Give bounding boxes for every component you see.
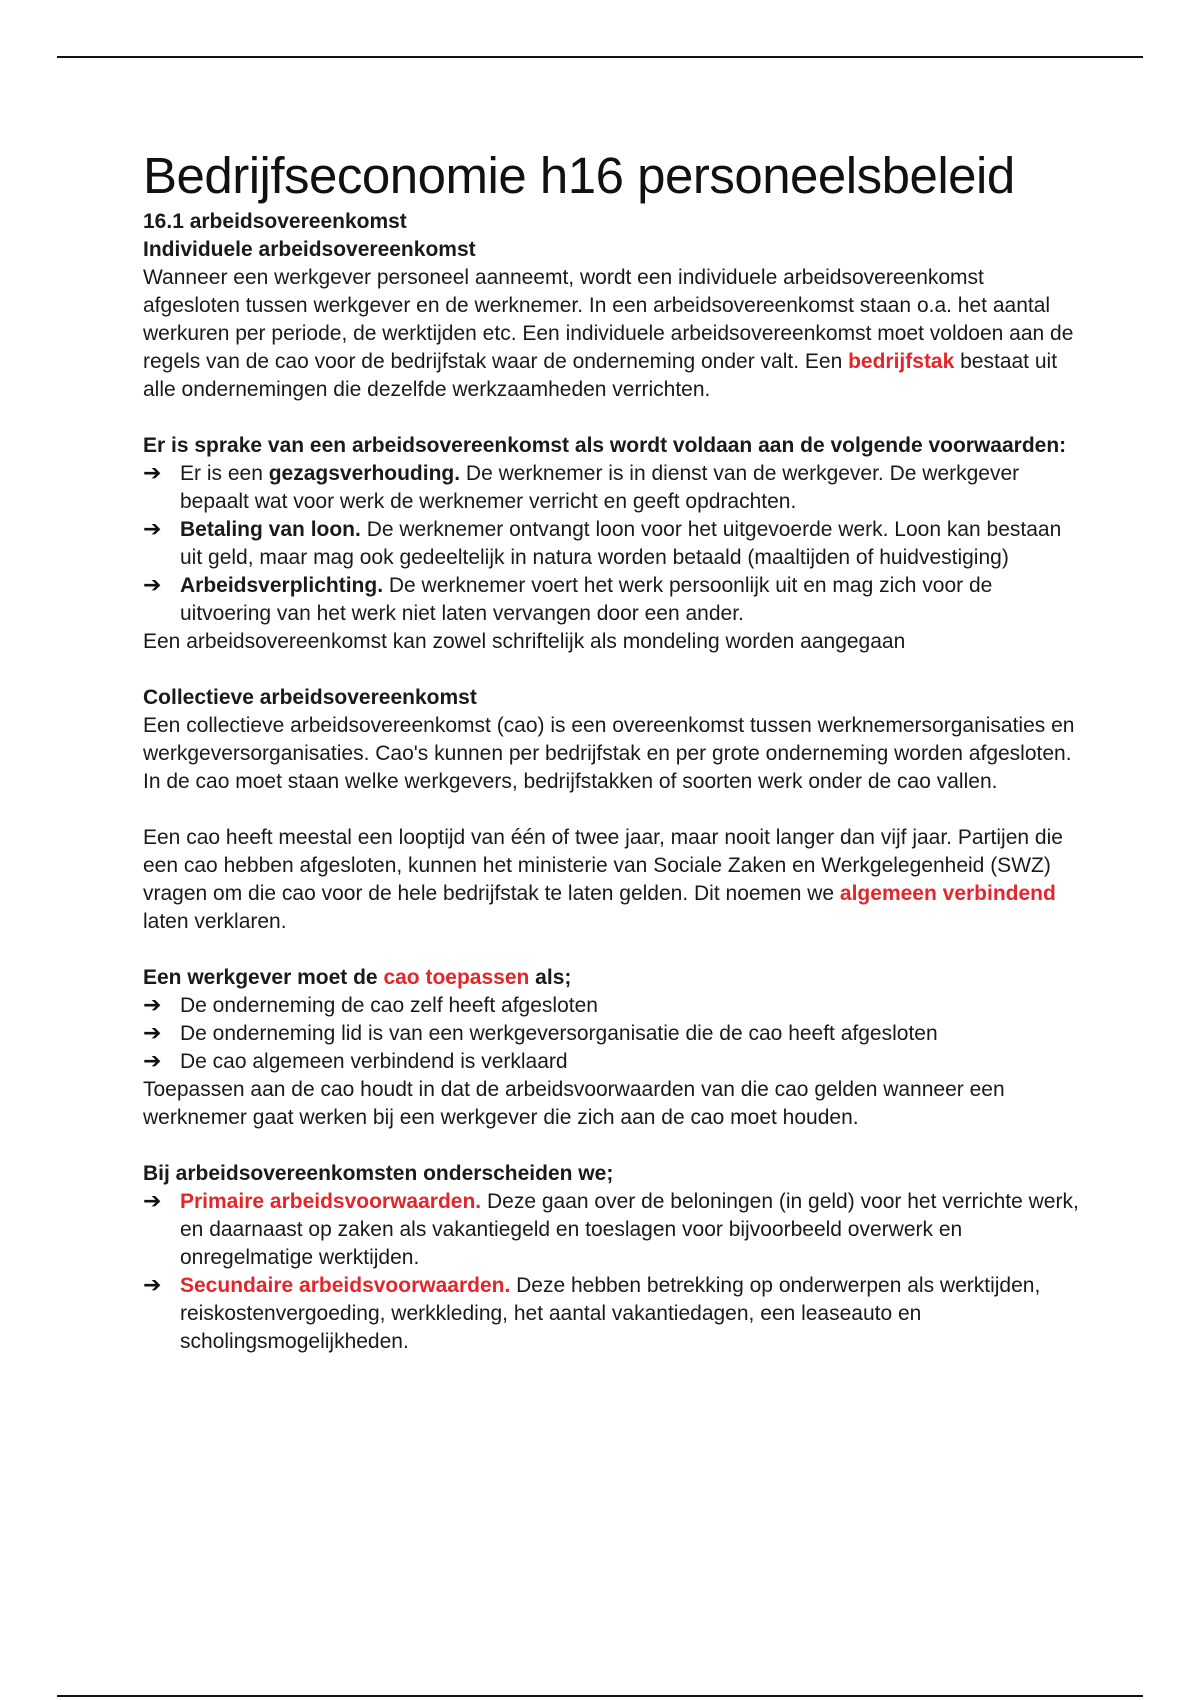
conditions-heading: Er is sprake van een arbeidsovereenkomst als wordt voldaan aan de volgende voorwaarden:	[143, 434, 1067, 457]
arrow-icon: ➔	[143, 1049, 162, 1074]
apply-heading-after: als;	[529, 966, 572, 989]
list-item	[143, 1272, 1083, 1356]
arrow-icon: ➔	[143, 1189, 162, 1214]
item-text: De onderneming lid is van een werkgeversorganisatie die de cao heeft afgesloten	[180, 1022, 938, 1045]
arrow-icon: ➔	[143, 1021, 162, 1046]
item-text: De werknemer is in dienst van de werkgever. De werkgever bepaalt wat voor werk de werknemer verricht en geeft opdrachten.	[180, 462, 1020, 513]
individual-heading: Individuele arbeidsovereenkomst	[143, 238, 476, 261]
apply-after: Toepassen aan de cao houdt in dat de arbeidsvoorwaarden van die cao gelden wanneer een werknemer gaat werken bij een werkgever die zich aan de cao moet houden.	[143, 1078, 1005, 1129]
list-item	[143, 1048, 1083, 1076]
arrow-icon: ➔	[143, 993, 162, 1018]
individual-paragraph	[143, 264, 1083, 404]
distinguish-list	[143, 1188, 1083, 1356]
item-text: Deze hebben betrekking op onderwerpen als werktijden, reiskostenvergoeding, werkkleding, het aantal vakantiedagen, een leaseauto en scholingsmogelijkheden.	[180, 1274, 1041, 1353]
individual-text-before: Wanneer een werkgever personeel aanneemt, wordt een individuele arbeidsovereenkomst afgesloten tussen werkgever en de werknemer. In een arbeidsovereenkomst staan o.a. het aantal werkuren per periode, de werktijden etc. Een individuele arbeidsovereenkomst moet voldoen aan de regels van de cao voor de bedrijfstak waar de onderneming onder valt. Een	[143, 266, 1074, 373]
term-bedrijfstak: bedrijfstak	[848, 350, 955, 373]
term-primaire-arbeidsvoorwaarden: Primaire arbeidsvoorwaarden.	[180, 1190, 482, 1213]
conditions-after: Een arbeidsovereenkomst kan zowel schriftelijk als mondeling worden aangegaan	[143, 630, 906, 653]
document-body	[143, 148, 1083, 1356]
term-gezagsverhouding: gezagsverhouding.	[268, 462, 461, 485]
bottom-divider	[57, 1695, 1143, 1697]
item-text: De onderneming de cao zelf heeft afgesloten	[180, 994, 598, 1017]
arrow-icon: ➔	[143, 517, 162, 542]
term-arbeidsverplichting: Arbeidsverplichting.	[180, 574, 384, 597]
item-text: De cao algemeen verbindend is verklaard	[180, 1050, 568, 1073]
list-item	[143, 572, 1083, 628]
apply-list	[143, 992, 1083, 1076]
arrow-icon: ➔	[143, 1273, 162, 1298]
item-text: Deze gaan over de beloningen (in geld) voor het verrichte werk, en daarnaast op zaken als vakantiegeld en toeslagen voor bijvoorbeeld overwerk en onregelmatige werktijden.	[180, 1190, 1079, 1269]
list-item	[143, 1020, 1083, 1048]
arrow-icon: ➔	[143, 461, 162, 486]
top-divider	[57, 56, 1143, 58]
collective-paragraph-1: Een collectieve arbeidsovereenkomst (cao) is een overeenkomst tussen werknemersorganisaties en werkgeversorganisaties. Cao's kunnen per bedrijfstak en per grote onderneming worden afgesloten. In de cao moet staan welke werkgevers, bedrijfstakken of soorten werk onder de cao vallen.	[143, 714, 1075, 793]
item-prefix: Er is een	[180, 462, 269, 485]
collective-text-before: Een cao heeft meestal een looptijd van één of twee jaar, maar nooit langer dan vijf jaar. Partijen die een cao hebben afgesloten, kunnen het ministerie van Sociale Zaken en Werkgelegenheid (SWZ) vragen om die cao voor de hele bedrijfstak te laten gelden. Dit noemen we	[143, 826, 1063, 905]
collective-heading: Collectieve arbeidsovereenkomst	[143, 686, 477, 709]
list-item	[143, 460, 1083, 516]
term-secundaire-arbeidsvoorwaarden: Secundaire arbeidsvoorwaarden.	[180, 1274, 511, 1297]
list-item	[143, 992, 1083, 1020]
collective-paragraph-2	[143, 824, 1083, 936]
item-text: De werknemer voert het werk persoonlijk uit en mag zich voor de uitvoering van het werk niet laten vervangen door een ander.	[180, 574, 993, 625]
term-betaling-van-loon: Betaling van loon.	[180, 518, 361, 541]
distinguish-heading: Bij arbeidsovereenkomsten onderscheiden we;	[143, 1162, 614, 1185]
term-cao-toepassen: cao toepassen	[383, 966, 530, 989]
apply-heading-before: Een werkgever moet de	[143, 966, 384, 989]
term-algemeen-verbindend: algemeen verbindend	[839, 882, 1056, 905]
arrow-icon: ➔	[143, 573, 162, 598]
item-text: De werknemer ontvangt loon voor het uitgevoerde werk. Loon kan bestaan uit geld, maar mag ook gedeeltelijk in natura worden betaald (maaltijden of huidvestiging)	[180, 518, 1062, 569]
individual-text-after: bestaat uit alle ondernemingen die dezelfde werkzaamheden verrichten.	[143, 350, 1058, 401]
section-number-heading: 16.1 arbeidsovereenkomst	[143, 210, 407, 233]
document-title: Bedrijfseconomie h16 personeelsbeleid	[143, 147, 1015, 204]
list-item	[143, 1188, 1083, 1272]
apply-heading	[143, 964, 1083, 992]
conditions-list	[143, 460, 1083, 628]
collective-text-after: laten verklaren.	[143, 910, 287, 933]
list-item	[143, 516, 1083, 572]
